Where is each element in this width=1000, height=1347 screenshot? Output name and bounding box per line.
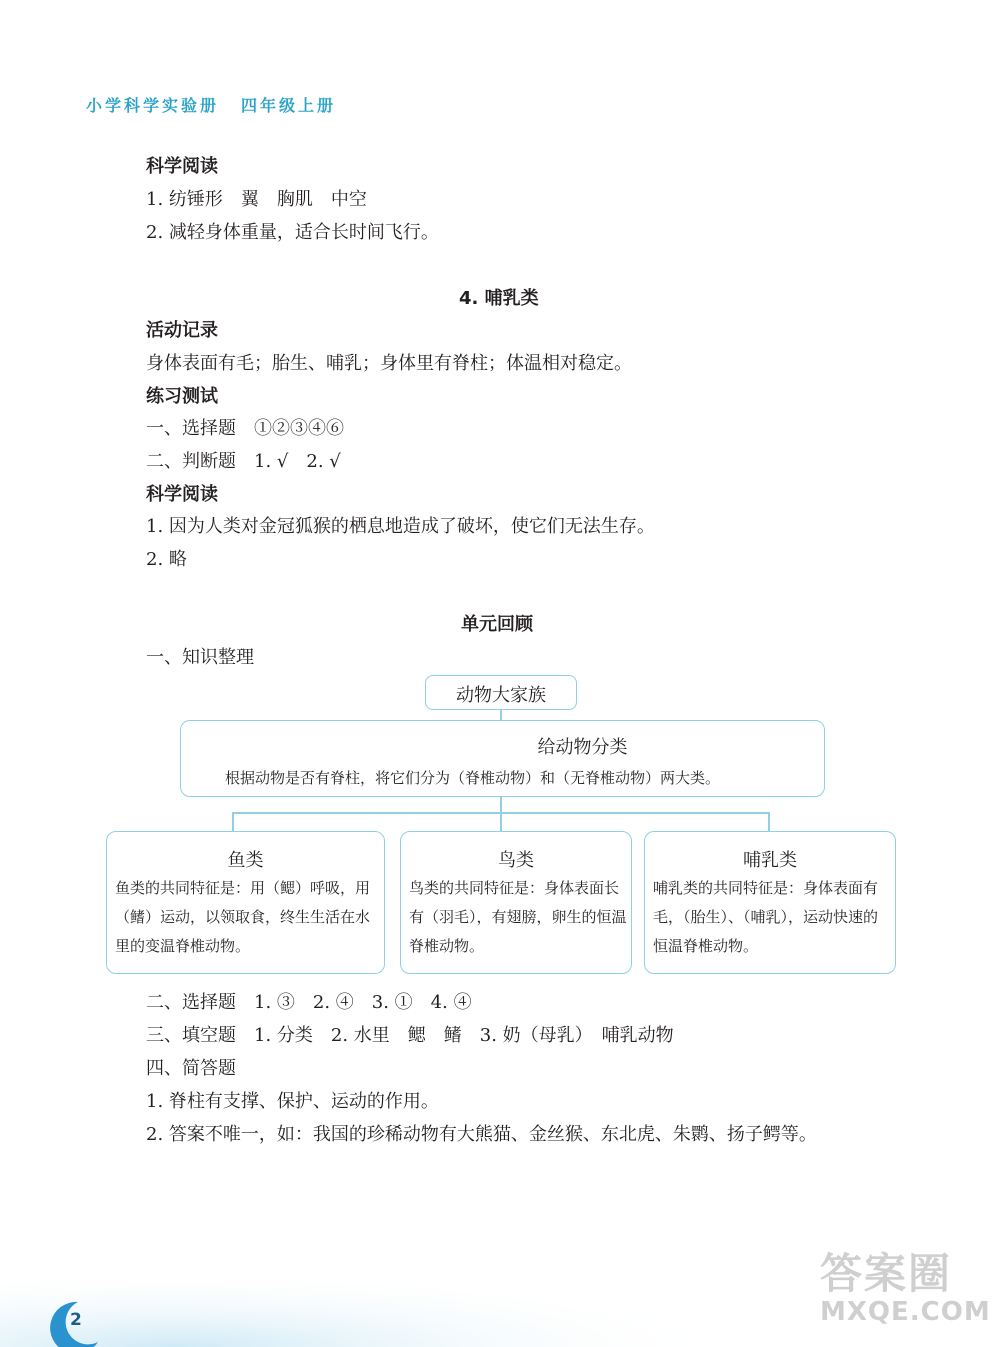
watermark-bottom: MXQE.COM	[820, 1297, 991, 1327]
mammal-text: 哺乳类的共同特征是：身体表面有毛，（胎生）、（哺乳），运动快速的恒温脊椎动物。	[653, 879, 879, 955]
running-header	[86, 93, 336, 116]
watermark-top: 答案圈	[820, 1249, 953, 1298]
short-line-2: 2. 答案不唯一，如：我国的珍稀动物有大熊猫、金丝猴、东北虎、朱鹮、扬子鳄等。	[146, 1124, 817, 1145]
short-line-1: 1. 脊柱有支撑、保护、运动的作用。	[146, 1091, 439, 1112]
book-title: 小学科学实验册	[86, 96, 220, 115]
reading-line-2: 2. 减轻身体重量，适合长时间飞行。	[146, 222, 439, 243]
connector-bird	[500, 812, 502, 832]
page-number: 2	[70, 1310, 82, 1330]
fish-box	[106, 831, 385, 974]
fish-text: 鱼类的共同特征是：用（鳃）呼吸，用（鳍）运动，以领取食，终生生活在水里的变温脊椎动物。	[115, 879, 371, 955]
bird-title: 鸟类	[498, 850, 534, 871]
review-choice: 二、选择题 1. ③ 2. ④ 3. ① 4. ④	[146, 992, 472, 1013]
classify-box	[180, 720, 825, 797]
mammal-box	[644, 831, 896, 974]
reading-line-1: 1. 纺锤形 翼 胸肌 中空	[146, 189, 367, 210]
knowledge-heading: 一、知识整理	[146, 647, 254, 668]
mammal-title: 哺乳类	[743, 850, 797, 871]
classify-title: 给动物分类	[537, 737, 628, 758]
activity-heading: 活动记录	[146, 320, 218, 341]
root-label: 动物大家族	[456, 685, 546, 706]
connector-mammal	[768, 812, 770, 832]
bird-text: 鸟类的共同特征是：身体表面长有（羽毛），有翅膀，卵生的恒温脊椎动物。	[409, 879, 627, 955]
judge-answers: 二、判断题 1. √ 2. √	[146, 451, 341, 472]
section-heading-reading: 科学阅读	[146, 156, 218, 177]
choice-answers: 一、选择题 ①②③④⑥	[146, 418, 344, 439]
review-fill: 三、填空题 1. 分类 2. 水里 鳃 鳍 3. 奶（母乳） 哺乳动物	[146, 1025, 674, 1046]
short-heading: 四、简答题	[146, 1058, 236, 1079]
classify-text: 根据动物是否有脊柱，将它们分为（脊椎动物）和（无脊椎动物）两大类。	[225, 769, 721, 787]
connector-fish	[232, 812, 234, 832]
reading-heading-2: 科学阅读	[146, 484, 218, 505]
bird-box	[400, 831, 632, 974]
activity-text: 身体表面有毛；胎生、哺乳；身体里有脊柱；体温相对稳定。	[146, 353, 632, 374]
practice-heading: 练习测试	[146, 386, 218, 407]
root-box	[425, 675, 577, 710]
lesson-title: 4. 哺乳类	[459, 288, 539, 309]
connector-down	[500, 797, 502, 812]
reading2-line-1: 1. 因为人类对金冠狐猴的栖息地造成了破坏，使它们无法生存。	[146, 516, 655, 537]
review-title: 单元回顾	[461, 614, 533, 635]
watermark	[820, 1249, 991, 1327]
reading2-line-2: 2. 略	[146, 549, 187, 570]
grade-label: 四年级上册	[241, 96, 337, 115]
fish-title: 鱼类	[227, 850, 264, 871]
